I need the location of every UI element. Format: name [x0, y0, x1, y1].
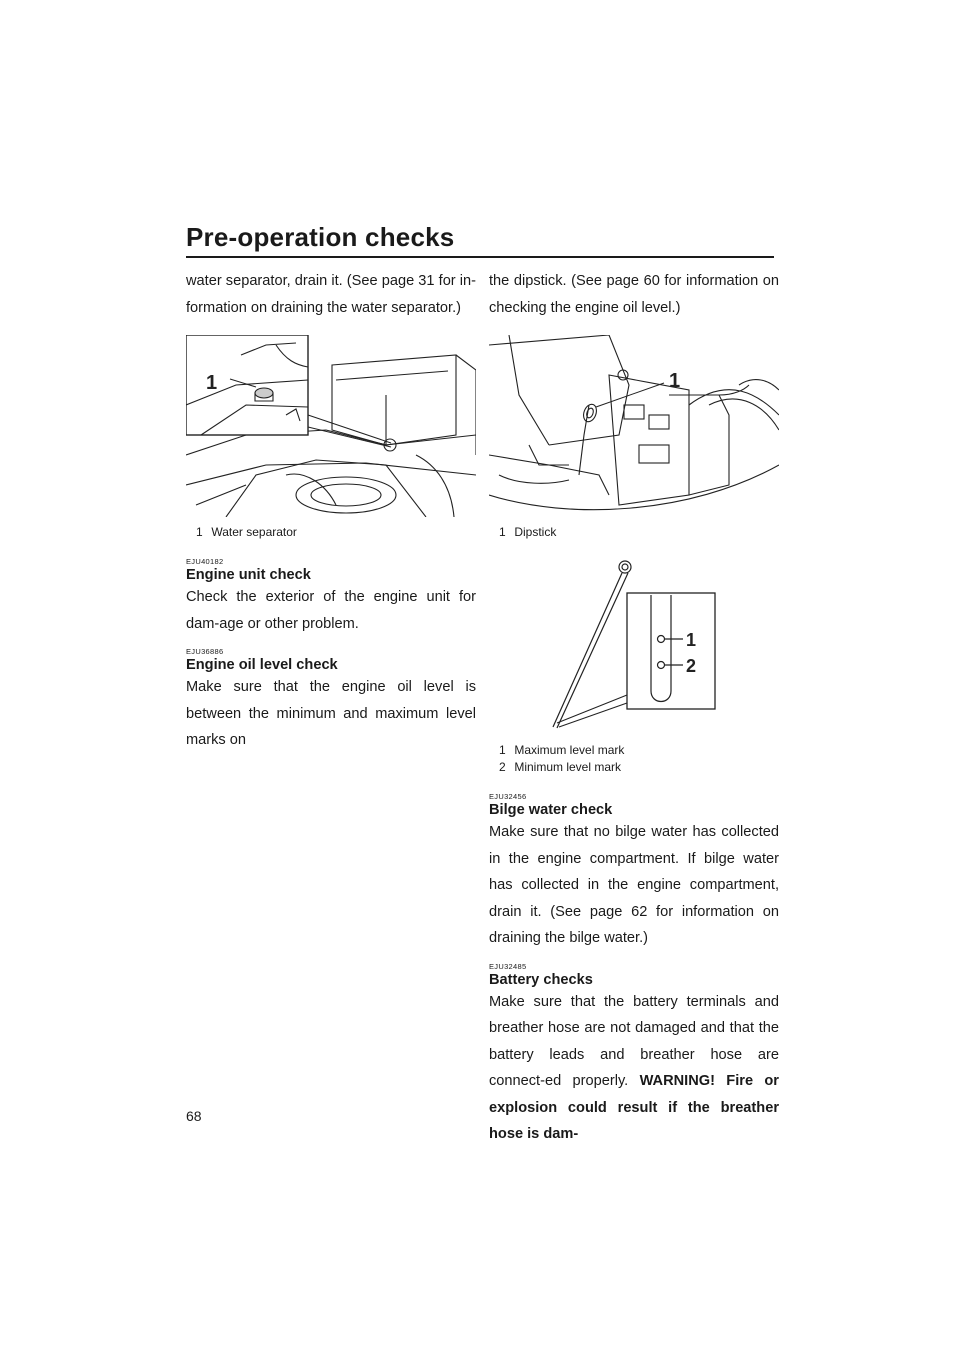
section-engine-unit [186, 557, 476, 637]
fig1-caption-num: 1 [196, 525, 203, 539]
fig3-callout-1: 1 [686, 630, 697, 650]
fig3-caption-text: Minimum level mark [514, 760, 622, 774]
section-code: EJU32456 [489, 792, 527, 801]
section-text: Check the exterior of the engine unit for dam-age or other problem. [186, 589, 476, 632]
fig3-callout-2: 2 [686, 656, 697, 676]
title-rule [186, 256, 774, 258]
fig3-caption-2 [489, 759, 779, 776]
fig3-caption-num: 1 [499, 743, 506, 757]
water-separator-figure [186, 335, 476, 541]
left-intro-text: water separator, drain it. (See page 31 for in-formation on draining the water separator.) [186, 273, 476, 316]
right-intro-text: the dipstick. (See page 60 for information on checking the engine oil level.) [489, 273, 779, 316]
section-heading: Engine oil level check [186, 657, 338, 673]
section-text: Make sure that the engine oil level is between the minimum and maximum level marks on [186, 679, 476, 748]
page-title: Pre-operation checks [186, 222, 455, 252]
fig3-caption-num: 2 [499, 760, 506, 774]
dipstick-marks-illustration [489, 555, 779, 735]
section-bilge-water [489, 792, 779, 952]
fig2-caption-num: 1 [499, 525, 506, 539]
battery-warning: WARNING! Fire or explosion could result if the breather hose is dam- [489, 1073, 779, 1142]
fig2-caption-text: Dipstick [514, 525, 557, 539]
fig1-caption [186, 524, 476, 541]
section-text: Make sure that no bilge water has collected in the engine compartment. If bilge water has collected in the engine compartment, drain it. (See page 62 for information on draining the bilge water.) [489, 824, 779, 946]
fig3-caption-text: Maximum level mark [514, 743, 625, 757]
page-number: 68 [186, 1108, 202, 1124]
section-text [489, 989, 779, 1148]
battery-text: Make sure that the battery terminals and breather hose are not damaged and that the battery leads and breather hose are connect-ed properly. [489, 993, 779, 1089]
section-battery [489, 962, 779, 1148]
section-code: EJU32485 [489, 961, 527, 971]
section-code: EJU40182 [186, 557, 224, 566]
fig1-callout: 1 [206, 372, 218, 394]
fig2-callout: 1 [669, 370, 681, 392]
section-heading: Battery checks [489, 971, 593, 988]
right-column [489, 268, 779, 1148]
dipstick-location-figure [489, 335, 779, 541]
section-code: EJU36886 [186, 647, 224, 656]
fig1-caption-text: Water separator [211, 525, 297, 539]
left-column [186, 268, 476, 754]
section-heading: Engine unit check [186, 567, 311, 583]
fig2-caption [489, 524, 779, 541]
section-heading: Bilge water check [489, 802, 613, 818]
dipstick-location-illustration [489, 335, 779, 517]
section-engine-oil [186, 647, 476, 754]
fig3-caption-1 [489, 742, 779, 759]
dipstick-marks-figure [489, 555, 779, 776]
water-separator-illustration [186, 335, 476, 517]
